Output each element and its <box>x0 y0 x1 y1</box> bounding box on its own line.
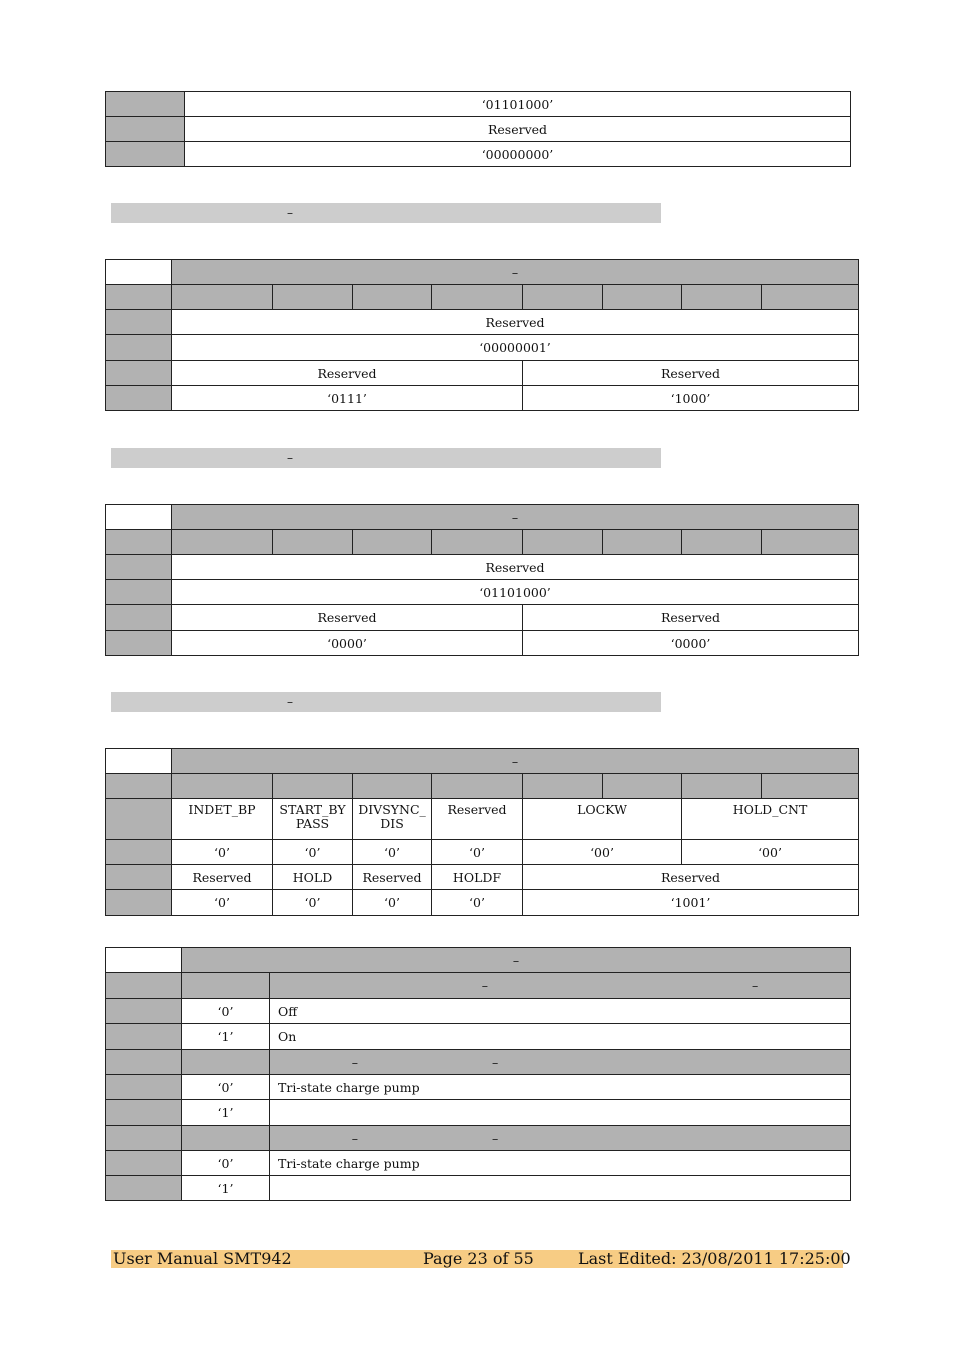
table-row <box>106 310 859 335</box>
table-cell: Reserved <box>172 605 523 631</box>
table-cell: Reserved <box>523 605 859 631</box>
footer-last-edited: Last Edited: 23/08/2011 17:25:00 <box>578 1249 851 1268</box>
section-header-row <box>106 1050 851 1075</box>
field-reserved: Reserved <box>172 865 273 890</box>
table-row <box>106 1100 851 1126</box>
table-cell: ‘00000001’ <box>172 335 859 361</box>
table-row <box>106 1075 851 1100</box>
table-row <box>106 1176 851 1201</box>
register-table-top <box>105 91 851 167</box>
table-cell: ‘01101000’ <box>185 92 851 117</box>
section-label: – <box>491 1130 499 1146</box>
table-cell: ‘0000’ <box>172 631 523 656</box>
table-row <box>106 335 859 361</box>
field-start-bypass: START_BYPASS <box>273 799 353 840</box>
bit-header-row <box>106 285 859 310</box>
section-label: – <box>481 978 488 993</box>
table-header: – <box>172 505 859 530</box>
table-header-row <box>106 505 859 530</box>
table-cell: Reserved <box>185 117 851 142</box>
table-cell: ‘00’ <box>523 840 682 865</box>
bit-description: Tri-state charge pump <box>270 1151 851 1176</box>
register-table-3 <box>105 748 859 916</box>
table-row <box>106 580 859 605</box>
table-header: – <box>182 948 851 973</box>
bit-value: ‘1’ <box>182 1100 270 1126</box>
caption-text: – <box>287 206 293 220</box>
table-row <box>106 1151 851 1176</box>
table-cell: ‘00000000’ <box>185 142 851 167</box>
table-cell: ‘1001’ <box>523 890 859 916</box>
section-header-row <box>106 973 851 999</box>
bit-description: Tri-state charge pump <box>270 1075 851 1100</box>
table-header-row <box>106 260 859 285</box>
section-header-row <box>106 1126 851 1151</box>
bit-header-row <box>106 774 859 799</box>
table-cell: ‘0000’ <box>523 631 859 656</box>
field-reserved: Reserved <box>432 799 523 840</box>
field-hold-cnt: HOLD_CNT <box>682 799 859 840</box>
bit-value: ‘0’ <box>182 1151 270 1176</box>
table-row <box>106 92 851 117</box>
table-row <box>106 361 859 386</box>
table-row <box>106 631 859 656</box>
table-cell: ‘0’ <box>172 890 273 916</box>
page-footer <box>111 1249 851 1268</box>
field-reserved: Reserved <box>523 865 859 890</box>
table-row <box>106 999 851 1024</box>
register-table-2 <box>105 504 859 656</box>
bit-description <box>270 1176 851 1201</box>
bit-description: Off <box>270 999 851 1024</box>
table-cell: ‘0’ <box>353 840 432 865</box>
table-cell: ‘01101000’ <box>172 580 859 605</box>
table-cell: ‘0111’ <box>172 386 523 411</box>
field-divsync-dis: DIVSYNC_DIS <box>353 799 432 840</box>
bit-value: ‘0’ <box>182 1075 270 1100</box>
table-header: – <box>172 749 859 774</box>
table-caption <box>111 203 661 223</box>
field-lockw: LOCKW <box>523 799 682 840</box>
field-description-table <box>105 947 851 1201</box>
section-label: – <box>351 1054 358 1070</box>
default-row <box>106 840 859 865</box>
field-hold: HOLD <box>273 865 353 890</box>
table-header-row <box>106 749 859 774</box>
bit-value: ‘1’ <box>182 1024 270 1050</box>
table-cell: ‘0’ <box>353 890 432 916</box>
table-caption <box>111 692 661 712</box>
table-cell: Reserved <box>172 361 523 386</box>
field-name-row <box>106 799 859 840</box>
table-cell: ‘0’ <box>432 840 523 865</box>
field-holdf: HOLDF <box>432 865 523 890</box>
table-cell: ‘0’ <box>432 890 523 916</box>
table-row <box>106 605 859 631</box>
table-cell: Reserved <box>172 310 859 335</box>
bit-value: ‘0’ <box>182 999 270 1024</box>
bit-header-row <box>106 530 859 555</box>
bit-description: On <box>270 1024 851 1050</box>
table-header-row <box>106 948 851 973</box>
field-name-row <box>106 865 859 890</box>
footer-manual-title: User Manual SMT942 <box>113 1249 292 1268</box>
table-cell: ‘00’ <box>682 840 859 865</box>
table-header: – <box>172 260 859 285</box>
table-cell: ‘1000’ <box>523 386 859 411</box>
table-cell: ‘0’ <box>273 840 353 865</box>
table-row <box>106 555 859 580</box>
table-cell: Reserved <box>172 555 859 580</box>
register-table-1 <box>105 259 859 411</box>
field-reserved: Reserved <box>353 865 432 890</box>
section-label: – <box>351 1130 358 1146</box>
table-row <box>106 1024 851 1050</box>
bit-description <box>270 1100 851 1126</box>
table-row <box>106 142 851 167</box>
table-cell: ‘0’ <box>172 840 273 865</box>
section-label: – <box>491 1054 499 1070</box>
table-row <box>106 117 851 142</box>
field-indet-bp: INDET_BP <box>172 799 273 840</box>
table-caption <box>111 448 661 468</box>
table-cell: ‘0’ <box>273 890 353 916</box>
section-label: – <box>751 978 759 993</box>
caption-text: – <box>287 451 293 465</box>
bit-value: ‘1’ <box>182 1176 270 1201</box>
footer-page-number: Page 23 of 55 <box>423 1249 534 1268</box>
table-cell: Reserved <box>523 361 859 386</box>
caption-text: – <box>287 695 293 709</box>
default-row <box>106 890 859 916</box>
table-row <box>106 386 859 411</box>
